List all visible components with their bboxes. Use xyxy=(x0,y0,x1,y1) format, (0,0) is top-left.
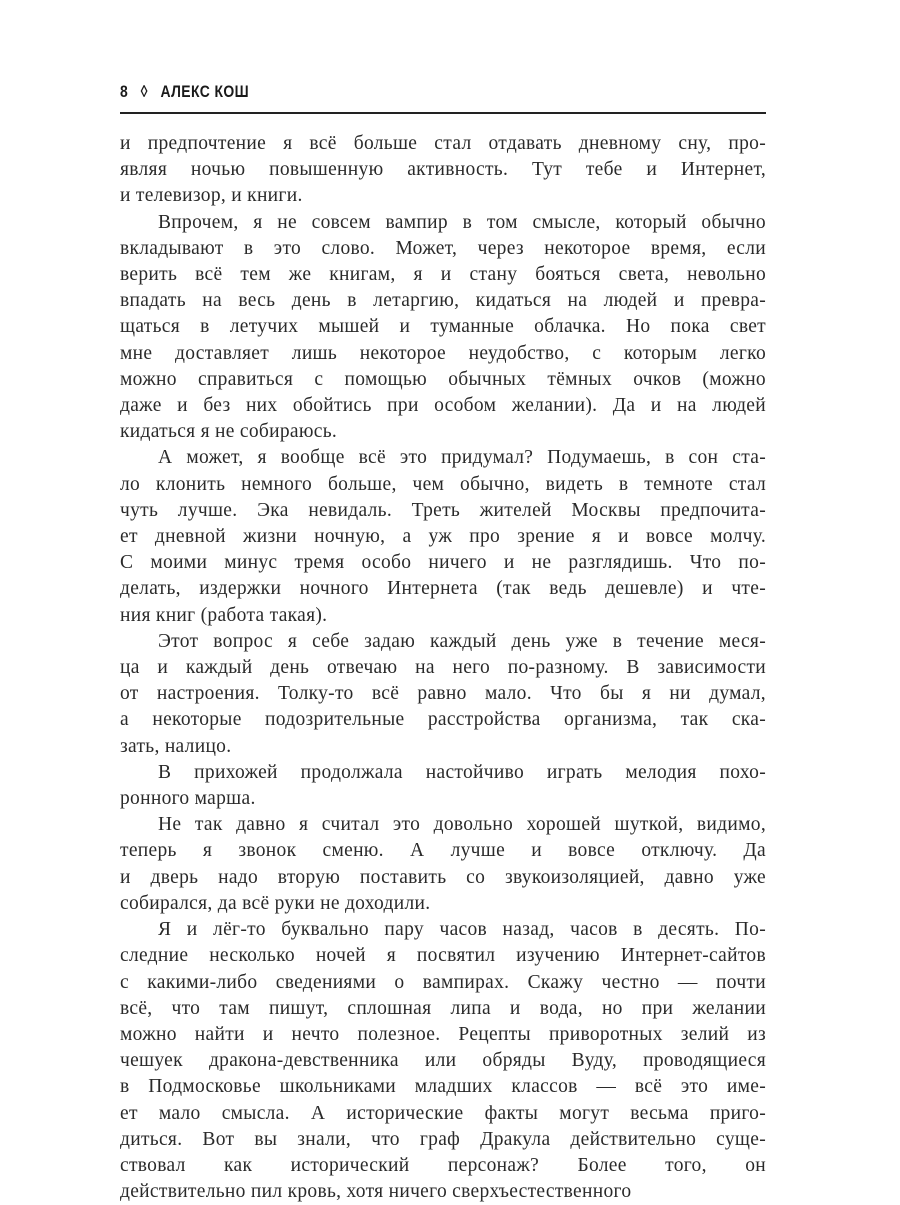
paragraph xyxy=(120,210,766,446)
text-line: ствовал как исторический персонаж? Более того, он xyxy=(120,1154,766,1176)
text-line: в Подмосковье школьниками младших классов — всё это име- xyxy=(120,1076,766,1098)
text-line: ет дневной жизни ночную, а уж про зрение я и вовсе молчу. xyxy=(120,526,766,548)
text-line: Я и лёг-то буквально пару часов назад, часов в десять. По- xyxy=(158,919,766,941)
text-line: можно найти и нечто полезное. Рецепты приворотных зелий из xyxy=(120,1023,766,1045)
text-line: Впрочем, я не совсем вампир в том смысле, который обычно xyxy=(158,211,766,233)
paragraph xyxy=(120,917,766,1205)
text-line: можно справиться с помощью обычных тёмных очков (можно xyxy=(120,368,766,390)
text-line: собирался, да всё руки не доходили. xyxy=(120,892,431,914)
text-line: и дверь надо вторую поставить со звукоизоляцией, давно уже xyxy=(120,866,766,888)
header-rule xyxy=(120,112,766,114)
text-line: от настроения. Толку-то всё равно мало. Что бы я ни думал, xyxy=(120,683,766,705)
text-line: В прихожей продолжала настойчиво играть мелодия похо- xyxy=(158,761,766,783)
text-line: всё, что там пишут, сплошная липа и вода, но при желании xyxy=(120,997,766,1019)
text-line: диться. Вот вы знали, что граф Дракула действительно суще- xyxy=(120,1128,766,1150)
paragraph xyxy=(120,760,766,812)
text-line: А может, я вообще всё это придумал? Подумаешь, в сон ста- xyxy=(158,447,766,469)
paragraph xyxy=(120,629,766,760)
text-line: ронного марша. xyxy=(120,788,256,810)
text-line: следние несколько ночей я посвятил изучению Интернет-сайтов xyxy=(120,945,766,967)
text-line: ет мало смысла. А исторические факты могут весьма приго- xyxy=(120,1102,766,1124)
text-line: ца и каждый день отвечаю на него по-разному. В зависимости xyxy=(120,657,766,679)
text-line: кидаться я не собираюсь. xyxy=(120,421,338,443)
text-line: щаться в летучих мышей и туманные облачка. Но пока свет xyxy=(120,316,766,338)
text-line: и телевизор, и книги. xyxy=(120,185,303,207)
text-line: делать, издержки ночного Интернета (так ведь дешевле) и чте- xyxy=(120,578,766,600)
page-number: 8 xyxy=(120,82,129,101)
text-line: зать, налицо. xyxy=(120,735,232,757)
text-line: с какими-либо сведениями о вампирах. Скажу честно — почти xyxy=(120,971,766,993)
text-line: а некоторые подозрительные расстройства организма, так ска- xyxy=(120,709,766,731)
text-line: мне доставляет лишь некоторое неудобство, с которым легко xyxy=(120,342,766,364)
separator-icon: ◊ xyxy=(140,82,148,101)
text-line: ло клонить немного больше, чем обычно, видеть в темноте стал xyxy=(120,473,766,495)
paragraph xyxy=(120,812,766,917)
paragraph xyxy=(120,131,766,210)
text-line: чуть лучше. Эка невидаль. Треть жителей Москвы предпочита- xyxy=(120,499,766,521)
body-text xyxy=(120,131,766,1205)
text-line: являя ночью повышенную активность. Тут тебе и Интернет, xyxy=(120,159,766,181)
text-line: и предпочтение я всё больше стал отдавать дневному сну, про- xyxy=(120,133,766,154)
text-line: Этот вопрос я себе задаю каждый день уже в течение меся- xyxy=(158,630,766,652)
text-line: верить всё тем же книгам, я и стану бояться света, невольно xyxy=(120,264,766,286)
paragraph xyxy=(120,445,766,628)
text-line: Не так давно я считал это довольно хорошей шуткой, видимо, xyxy=(158,814,766,836)
text-line: даже и без них обойтись при особом желании). Да и на людей xyxy=(120,395,766,417)
text-line: действительно пил кровь, хотя ничего сверхъестественного xyxy=(120,1181,632,1203)
running-header xyxy=(120,82,257,102)
author-name: АЛЕКС КОШ xyxy=(160,82,250,101)
text-line: С моими минус тремя особо ничего и не разглядишь. Что по- xyxy=(120,552,766,574)
text-line: вкладывают в это слово. Может, через некоторое время, если xyxy=(120,237,766,259)
text-line: чешуек дракона-девственника или обряды Вуду, проводящиеся xyxy=(120,1050,766,1072)
text-line: впадать на весь день в летаргию, кидаться на людей и превра- xyxy=(120,290,766,312)
text-line: теперь я звонок сменю. А лучше и вовсе отключу. Да xyxy=(120,840,766,862)
text-line: ния книг (работа такая). xyxy=(120,604,328,626)
